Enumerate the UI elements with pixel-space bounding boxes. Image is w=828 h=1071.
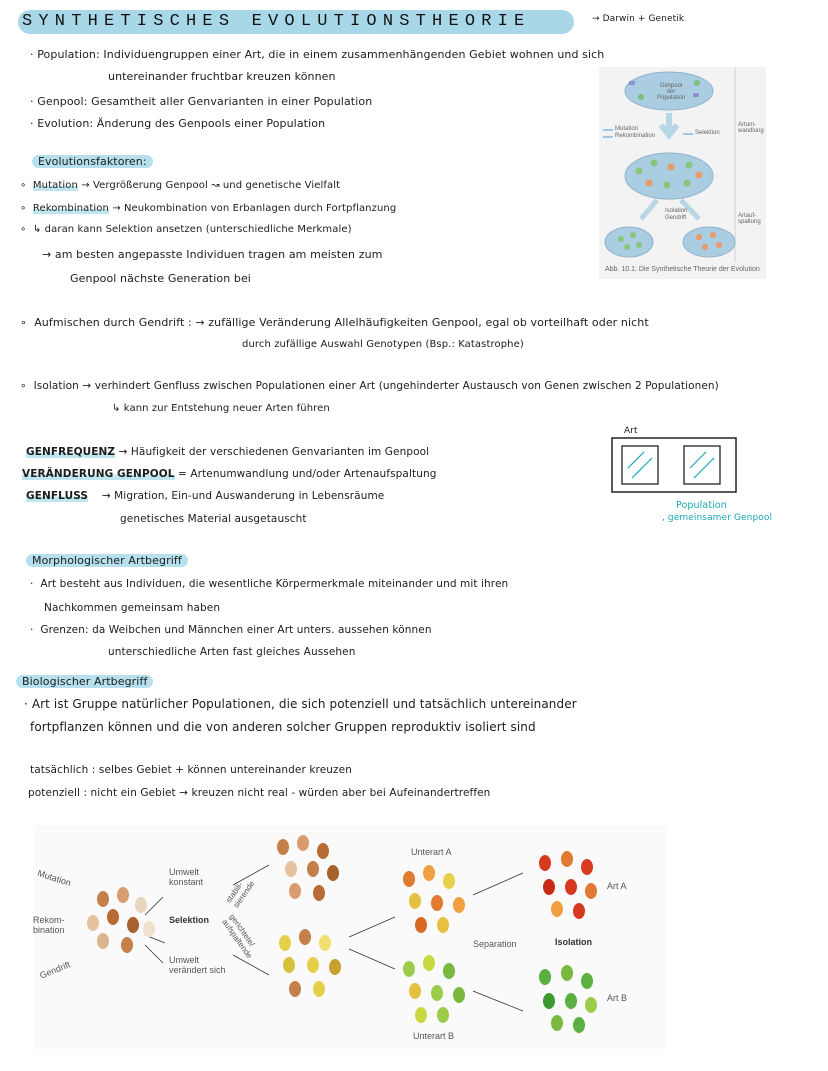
factor-arrow-line-2: Genpool nächste Generation bei (70, 272, 251, 285)
art-population-sketch (610, 436, 740, 496)
figure-caption: Abb. 10.1: Die Synthetische Theorie der Evolution (605, 266, 760, 273)
factor-rekombination: ∘ Rekombination → Neukombination von Erbanlagen durch Fortpflanzung (20, 203, 397, 214)
art-b-label: Art B (607, 993, 628, 1003)
art-a-label: Art A (607, 881, 627, 891)
fig1-isolation-label: Isolation (665, 208, 688, 214)
stabilisierende-label: stabili-sierende (224, 879, 257, 910)
potenziell-line: potenziell : nicht ein Gebiet → kreuzen nicht real - würden aber bei Aufeinandertreffen (28, 787, 491, 799)
morph-line-4: unterschiedliche Arten fast gleiches Aussehen (108, 646, 356, 658)
title-note: → Darwin + Genetik (592, 14, 685, 24)
beetle-cluster-unterart-a (403, 865, 465, 933)
bio-line-1: · Art ist Gruppe natürlicher Populationen, die sich potenziell und tatsächlich untereinander (24, 697, 577, 711)
fig2-rekombination-label: Rekom-bination (33, 915, 65, 935)
genfluss-line: GENFLUSS → Migration, Ein-und Auswanderung in Lebensräume (26, 490, 385, 502)
page-title: SYNTHETISCHES EVOLUTIONSTHEORIE (22, 12, 531, 31)
genfrequenz-line: GENFREQUENZ → Häufigkeit der verschiedenen Genvarianten im Genpool (26, 446, 430, 458)
figure-synthetic-theory (599, 67, 766, 279)
genfluss-line-2: genetisches Material ausgetauscht (120, 513, 307, 525)
fig1-mutation-label: Mutation (615, 126, 639, 132)
veraenderung-line: VERÄNDERUNG GENPOOL = Artenumwandlung und/oder Artenaufspaltung (22, 468, 437, 480)
beetle-cluster-unterart-b (403, 955, 465, 1023)
beetle-cluster-stable (277, 835, 339, 901)
fig2-isolation-label: Isolation (555, 937, 593, 947)
fig1-artaufspaltung-label: Artauf-spaltung (738, 213, 761, 225)
umwelt-veraendert-label: Umwelt verändert sich (169, 955, 226, 975)
morph-line-1: · Art besteht aus Individuen, die wesentliche Körpermerkmale miteinander und mit ihren (30, 578, 509, 590)
fig1-rekombination-label: Rekombination (615, 133, 656, 139)
fig2-gendrift-label: Gendrift (38, 959, 72, 981)
bio-line-2: fortpflanzen können und die von anderen solcher Gruppen reproduktiv isoliert sind (30, 720, 536, 734)
genpool-label: Genpool der Population (657, 83, 686, 101)
factors-heading: Evolutionsfaktoren: (32, 155, 153, 168)
definition-population: · Population: Individuengruppen einer Art, die in einem zusammenhängenden Gebiet wohnen und sich (30, 48, 605, 61)
fig1-gendrift-label: Gendrift (665, 215, 687, 221)
beetle-cluster-art-b (539, 965, 597, 1033)
definition-population-cont: untereinander fruchtbar kreuzen können (108, 70, 336, 83)
definition-evolution: · Evolution: Änderung des Genpools einer Population (30, 117, 326, 130)
figure-speciation (33, 825, 667, 1049)
morph-line-2: Nachkommen gemeinsam haben (44, 602, 221, 614)
beetle-cluster-directed (279, 929, 341, 997)
fig1-artumwandlung-label: Artum-wandlung (738, 122, 764, 134)
beetle-cluster-center (87, 887, 155, 953)
definition-genpool: · Genpool: Gesamtheit aller Genvarianten in einer Population (30, 95, 373, 108)
isolation-line-2: ↳ kann zur Entstehung neuer Arten führen (112, 403, 330, 414)
isolation-line-1: ∘ Isolation → verhindert Genfluss zwischen Populationen einer Art (ungehinderter Austausch von Genen zwischen 2 Populationen) (20, 380, 719, 392)
population-genpool-label: , gemeinsamer Genpool (662, 513, 773, 523)
tatsaechlich-line: tatsächlich : selbes Gebiet + können untereinander kreuzen (30, 764, 352, 776)
beetle-cluster-art-a (539, 851, 597, 919)
morph-line-3: · Grenzen: da Weibchen und Männchen einer Art unters. aussehen können (30, 624, 432, 636)
fig2-mutation-label: Mutation (36, 867, 73, 889)
factor-selection-note: ∘ ↳ daran kann Selektion ansetzen (unterschiedliche Merkmale) (20, 224, 352, 235)
drift-line-2: durch zufällige Auswahl Genotypen (Bsp.: Katastrophe) (242, 339, 524, 350)
fig1-selektion-label: Selektion (695, 130, 720, 136)
unterart-b-label: Unterart B (413, 1031, 455, 1041)
fig2-selektion-label: Selektion (169, 915, 210, 925)
morph-heading: Morphologischer Artbegriff (26, 554, 188, 567)
separation-label: Separation (473, 939, 517, 949)
population-label: Population (676, 500, 727, 511)
umwelt-konstant-label: Umwelt konstant (169, 867, 204, 887)
bio-heading: Biologischer Artbegriff (16, 675, 153, 688)
drift-line-1: ∘ Aufmischen durch Gendrift : → zufällige Veränderung Allelhäufigkeiten Genpool, egal ob vorteilhaft oder nicht (20, 316, 649, 329)
art-box-label: Art (624, 426, 638, 436)
factor-mutation: ∘ Mutation → Vergrößerung Genpool ↝ und genetische Vielfalt (20, 180, 341, 191)
unterart-a-label: Unterart A (411, 847, 452, 857)
factor-arrow-line-1: → am besten angepasste Individuen tragen am meisten zum (42, 248, 383, 261)
gerichtete-label: gerichtete/ aufspaltende (220, 912, 257, 961)
